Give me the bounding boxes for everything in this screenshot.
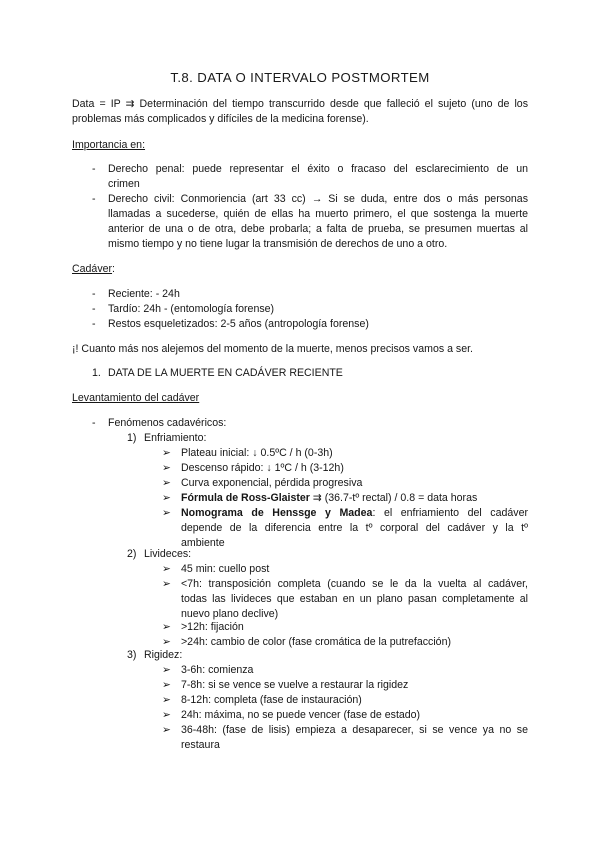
list-item: Tardío: 24h - (entomología forense) [108, 303, 275, 315]
section-title: DATA DE LA MUERTE EN CADÁVER RECIENTE [108, 367, 343, 379]
bullet-dash: - [92, 417, 96, 429]
list-item: >24h: cambio de color (fase cromática de la putrefacción) [181, 636, 451, 648]
civil-line: Derecho civil: Conmoriencia (art 33 cc) → Si se duda, entre dos o más personas [108, 193, 528, 205]
section-number: 1. [92, 367, 101, 379]
list-item [181, 491, 477, 506]
arrow-bullet-icon: ➢ [162, 621, 171, 633]
list-item: Restos esqueletizados: 2-5 años (antropología forense) [108, 318, 369, 330]
bullet-dash: - [92, 163, 96, 175]
cadaver-colon: : [112, 263, 115, 275]
enum-number: 1) [127, 432, 137, 444]
list-item-continuation: todas las livideces que estaban en un plano pasan completamente al [181, 593, 528, 605]
enfriamiento-label: Enfriamiento: [144, 432, 207, 444]
arrow-bullet-icon: ➢ [162, 447, 171, 459]
list-item-continuation: ambiente [181, 537, 225, 549]
civil-line: mismo tiempo y no tiene lugar la transmisión de derechos de uno a otro. [108, 238, 448, 250]
list-item: Fenómenos cadavéricos: [108, 417, 227, 429]
list-item: 7-8h: si se vence se vuelve a restaurar la rigidez [181, 679, 409, 691]
nomograma-name: Nomograma de Henssge y Madea [181, 507, 373, 519]
cadaver-heading-row [72, 262, 115, 277]
list-item-continuation: depende de la diferencia entre la tº corporal del cadáver y la tº [181, 522, 528, 534]
list-item: 8-12h: completa (fase de instauración) [181, 694, 362, 706]
list-item: 45 min: cuello post [181, 563, 270, 575]
enum-number: 3) [127, 649, 137, 661]
levantamiento-heading: Levantamiento del cadáver [72, 392, 200, 404]
bullet-dash: - [92, 193, 96, 205]
penal-line: Derecho penal: puede representar el éxito o fracaso del esclarecimiento de un [108, 163, 528, 175]
arrow-bullet-icon: ➢ [162, 492, 171, 504]
list-item [181, 506, 528, 521]
importancia-heading: Importancia en: [72, 139, 146, 151]
arrow-bullet-icon: ➢ [162, 709, 171, 721]
rigidez-label: Rigidez: [144, 649, 183, 661]
list-item: 24h: máxima, no se puede vencer (fase de estado) [181, 709, 421, 721]
list-item: Plateau inicial: ↓ 0.5ºC / h (0-3h) [181, 447, 333, 459]
enum-number: 2) [127, 548, 137, 560]
intro-line: Data = IP ⇉ Determinación del tiempo transcurrido desde que falleció el sujeto (uno de los [72, 98, 528, 110]
nomograma-text: : el enfriamiento del cadáver [372, 507, 528, 519]
list-item-continuation: restaura [181, 739, 220, 751]
arrow-bullet-icon: ➢ [162, 578, 171, 590]
arrow-bullet-icon: ➢ [162, 563, 171, 575]
arrow-bullet-icon: ➢ [162, 679, 171, 691]
cadaver-heading: Cadáver [72, 263, 113, 275]
list-item: Descenso rápido: ↓ 1ºC / h (3-12h) [181, 462, 344, 474]
bullet-dash: - [92, 303, 96, 315]
penal-line: crimen [108, 178, 140, 190]
list-item: Curva exponencial, pérdida progresiva [181, 477, 363, 489]
arrow-bullet-icon: ➢ [162, 462, 171, 474]
exclamation-note: ¡! Cuanto más nos alejemos del momento de la muerte, menos precisos vamos a ser. [72, 343, 473, 355]
page-title: T.8. DATA O INTERVALO POSTMORTEM [170, 70, 430, 85]
bullet-dash: - [92, 288, 96, 300]
arrow-bullet-icon: ➢ [162, 724, 171, 736]
list-item: Reciente: - 24h [108, 288, 180, 300]
list-item: 36-48h: (fase de lisis) empieza a desaparecer, si se vence ya no se [181, 724, 528, 736]
list-item: <7h: transposición completa (cuando se le da la vuelta al cadáver, [181, 578, 528, 590]
formula-text: ⇉ (36.7-tº rectal) / 0.8 = data horas [309, 492, 478, 504]
arrow-bullet-icon: ➢ [162, 636, 171, 648]
arrow-bullet-icon: ➢ [162, 477, 171, 489]
arrow-bullet-icon: ➢ [162, 507, 171, 519]
formula-name: Fórmula de Ross-Glaister [181, 492, 310, 504]
intro-line: problemas más complicados y difíciles de la medicina forense). [72, 113, 369, 125]
list-item: 3-6h: comienza [181, 664, 254, 676]
arrow-bullet-icon: ➢ [162, 694, 171, 706]
livideces-label: Livideces: [144, 548, 192, 560]
list-item: >12h: fijación [181, 621, 244, 633]
arrow-bullet-icon: ➢ [162, 664, 171, 676]
civil-line: anterior de una o de otra, debe probarla; a falta de prueba, se presumen muertas al [108, 223, 528, 235]
list-item-continuation: nuevo plano declive) [181, 608, 279, 620]
civil-line: llamadas a sucederse, quién de ellas ha muerto primero, el que sostenga la muerte [108, 208, 528, 220]
bullet-dash: - [92, 318, 96, 330]
